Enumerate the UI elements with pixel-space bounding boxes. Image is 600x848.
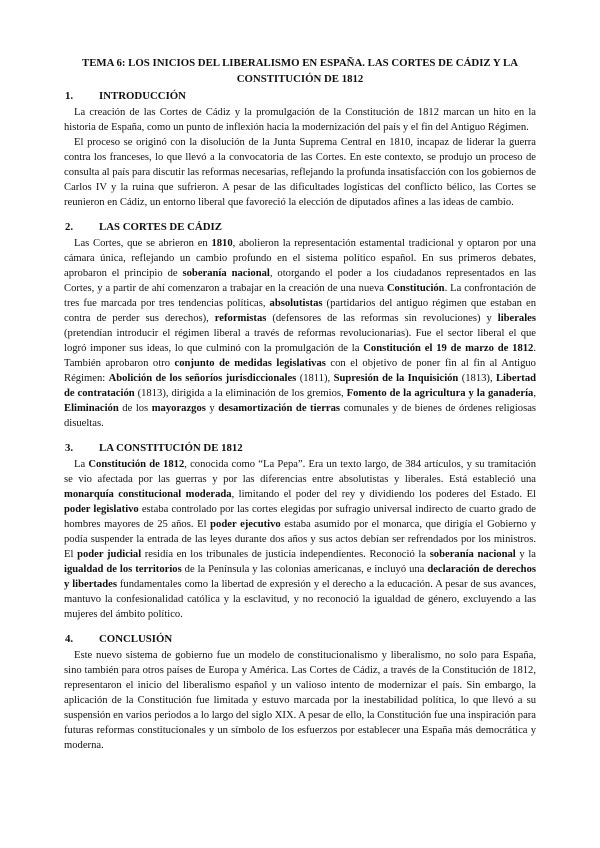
bold-text: Constitución de 1812 (88, 459, 185, 470)
bold-text: monarquía constitucional moderada (64, 489, 232, 500)
section-cortes-de-cadiz (64, 220, 536, 431)
text-run: fundamentales como la libertad de expresión y el derecho a la educación. A pesar de sus avances, mantuvo la confesionalidad católica y la esclavitud, y no reconoció la igualdad de género, excluyendo a las mujeres del ámbito político. (64, 579, 537, 620)
text-run: , conocida como “La Pepa”. Era un texto largo, de 384 artículos, y su tramitación se vio afectada por las guerras y por las diferencias entre absolutistas y liberales. Está estableció una (64, 459, 536, 485)
section-number: 3. (65, 442, 74, 454)
text-run: . La confrontación de tres fue marcada por tres tendencias políticas, (64, 283, 536, 309)
text-run: , limitando el poder del rey y dividiendo los poderes del Estado. El (231, 489, 536, 500)
bold-text: poder legislativo (64, 504, 139, 515)
section-title: LAS CORTES DE CÁDIZ (99, 221, 222, 233)
text-run: con el objetivo de poner fin al fin al Antiguo Régimen: (64, 358, 536, 384)
text-run: (pretendían introducir el régimen liberal a través de reformas revolucionarias). Fue el sector liberal el que logró imponer sus ideas, lo que culminó con la promulgación de la (64, 328, 536, 354)
section-conclusion (64, 632, 536, 753)
bold-text: Eliminación (64, 403, 119, 414)
text-run: (partidarios del antiguo régimen que estaban en contra de perder sus derechos), (64, 298, 536, 324)
text-run: de los (118, 403, 152, 414)
text-run: (1811), (296, 373, 334, 384)
section-title: LA CONSTITUCIÓN DE 1812 (99, 442, 243, 454)
paragraph (64, 135, 536, 210)
paragraph (64, 457, 536, 622)
text-run: (1813), dirigida a la eliminación de los gremios, (134, 388, 347, 399)
bold-text: conjunto de medidas legislativas (174, 358, 326, 369)
bold-text: liberales (497, 313, 536, 324)
text-run: (1813), (458, 373, 496, 384)
section-number: 2. (65, 221, 74, 233)
bold-text: soberanía nacional (182, 268, 270, 279)
bold-text: Fomento de la agricultura y la ganadería (346, 388, 534, 399)
bold-text: declaración de derechos y libertades (64, 564, 536, 590)
text-run: , otorgando el poder a los ciudadanos representados en las Cortes, y a partir de ahí comenzaron a trabajar en la creación de una nueva (64, 268, 536, 294)
section-title: INTRODUCCIÓN (99, 90, 186, 102)
bold-text: igualdad de los territorios (64, 564, 182, 575)
text-run: estaba asumido por el monarca, que dirigía el Gobierno y podía suspender la entrada de las leyes durante dos años y sus actos debían ser refrendados por los ministros. El (64, 519, 536, 560)
text-run: (defensores de las reformas sin revoluciones) y (266, 313, 498, 324)
text-run: La creación de las Cortes de Cádiz y la promulgación de la Constitución de 1812 marcan un hito en la historia de España, como un punto de inflexión hacia la modernización del país y el fin del Antiguo Régimen. (64, 107, 536, 133)
paragraph (64, 236, 536, 431)
bold-text: poder judicial (77, 549, 142, 560)
text-run: . También aprobaron otro (64, 343, 536, 369)
bold-text: Abolición de los señoríos jurisdiccionales (108, 373, 297, 384)
text-run: de la Península y las colonias americanas, e incluyó una (181, 564, 428, 575)
text-run: Este nuevo sistema de gobierno fue un modelo de constitucionalismo y liberalismo, no solo para España, sino también para otros países de Europa y América. Las Cortes de Cádiz, a través de la Constitución de 1812, representaron el inicio del liberalismo español y un valioso intento de modernizar el país. Sin embargo, la aplicación de la Constitución fue limitada y estuvo marcada por la inestabilidad política, lo que llevó a su suspensión en varios periodos a lo largo del siglo XIX. A pesar de ello, la Constitución fue una inspiración para futuras reformas constitucionales y un símbolo de los esfuerzos por establecer una España más democrática y moderna. (64, 650, 537, 751)
text-run: Las Cortes, que se abrieron en (74, 238, 212, 249)
text-run: La (74, 459, 89, 470)
section-heading (64, 220, 536, 235)
section-number: 1. (65, 90, 74, 102)
bold-text: mayorazgos (151, 403, 206, 414)
section-title: CONCLUSIÓN (99, 633, 173, 645)
text-run: estaba controlado por las cortes elegidas por sufragio universal indirecto de cuarto grado de hombres mayores de 25 años. El (64, 504, 536, 530)
bold-text: Supresión de la Inquisición (333, 373, 459, 384)
bold-text: desamortización de tierras (218, 403, 341, 414)
paragraph (64, 648, 536, 753)
bold-text: soberanía nacional (429, 549, 516, 560)
bold-text: 1810 (211, 238, 233, 249)
text-run: , abolieron la representación estamental tradicional y optaron por una cámara única, reflejando un cambio profundo en el sistema político español. En sus primeros debates, aprobaron el principio de (64, 238, 536, 279)
paragraph (64, 105, 536, 135)
section-number: 4. (65, 633, 74, 645)
document-title: TEMA 6: LOS INICIOS DEL LIBERALISMO EN ESPAÑA. LAS CORTES DE CÁDIZ Y LA CONSTITUCIÓN DE 1812 (82, 57, 518, 85)
section-heading (64, 89, 536, 104)
section-constitucion-1812 (64, 441, 536, 622)
text-run: residía en los tribunales de justicia independientes. Reconoció la (141, 549, 430, 560)
bold-text: Constitución (386, 283, 445, 294)
text-run: comunales y de bienes de órdenes religiosas disueltas. (64, 403, 537, 429)
text-run: , (533, 388, 536, 399)
text-run: y (205, 403, 219, 414)
section-introduccion (64, 89, 536, 210)
bold-text: absolutistas (269, 298, 323, 309)
bold-text: reformistas (214, 313, 267, 324)
text-run: y la (515, 549, 536, 560)
section-heading (64, 632, 536, 647)
bold-text: Constitución el 19 de marzo de 1812 (363, 343, 534, 354)
bold-text: Libertad de contratación (64, 373, 537, 399)
text-run: El proceso se originó con la disolución de la Junta Suprema Central en 1810, incapaz de liderar la guerra contra los franceses, lo que llevó a la convocatoria de las Cortes. En este contexto, se produjo un proceso de consulta al país para discutir las reformas necesarias, reflejando la profunda insatisfacción con los gobiernos de Carlos IV y la ruina que sufrieron. A pesar de las dificultades logísticas del conflicto bélico, las Cortes se reunieron en Cádiz, un entorno liberal que favoreció la elección de diputados afines a las ideas de cambio. (64, 137, 536, 208)
bold-text: poder ejecutivo (210, 519, 281, 530)
section-heading (64, 441, 536, 456)
